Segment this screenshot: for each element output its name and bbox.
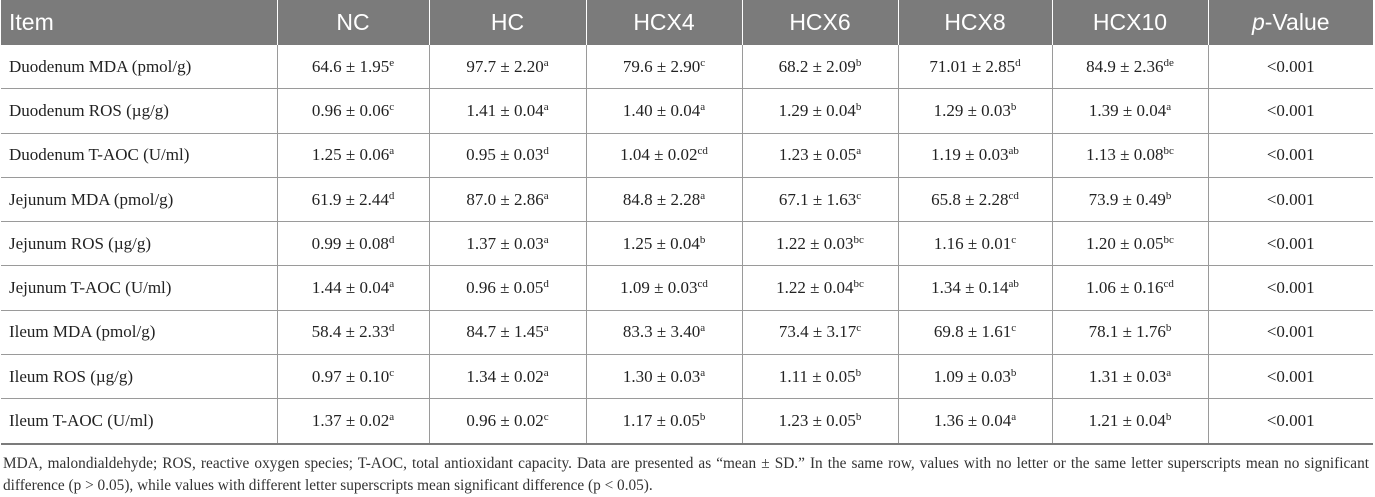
table-cell <box>586 45 742 89</box>
table-cell <box>742 45 898 89</box>
table-body <box>1 45 1373 444</box>
cell-value: 1.44 ± 0.04 <box>311 278 390 298</box>
cell-superscript: a <box>543 56 549 69</box>
cell-value: 1.40 ± 0.04 <box>622 100 701 120</box>
header-hcx6: HCX6 <box>742 0 898 45</box>
table-cell <box>277 45 429 89</box>
cell-value: 78.1 ± 1.76 <box>1088 322 1166 342</box>
cell-superscript: d <box>543 145 549 158</box>
cell-value: 58.4 ± 2.33 <box>311 322 389 342</box>
table-cell <box>742 89 898 133</box>
cell-superscript: a <box>700 100 706 113</box>
table-footnote: MDA, malondialdehyde; ROS, reactive oxygen species; T-AOC, total antioxidant capacity. Data are presented as “mean ± SD.” In the same row, values with no letter or the same letter superscripts mean no significant difference (p > 0.05), while values with different letter superscripts mean significant difference (p < 0.05). <box>3 454 1369 494</box>
cell-superscript: d <box>543 278 549 291</box>
row-item-label: Jejunum ROS (µg/g) <box>1 222 277 266</box>
cell-value: 1.04 ± 0.02 <box>620 145 698 165</box>
row-p-value: <0.001 <box>1208 89 1373 133</box>
cell-value: 1.36 ± 0.04 <box>933 411 1012 431</box>
cell-value: 1.30 ± 0.03 <box>622 366 701 386</box>
table-cell <box>277 89 429 133</box>
cell-value: 0.96 ± 0.05 <box>466 278 544 298</box>
cell-value: 1.20 ± 0.05 <box>1086 233 1164 253</box>
table-row <box>1 177 1373 221</box>
cell-superscript: a <box>543 233 549 246</box>
table-cell <box>586 133 742 177</box>
cell-superscript: b <box>1165 322 1172 335</box>
row-p-value: <0.001 <box>1208 177 1373 221</box>
table-cell <box>429 399 586 444</box>
table-cell <box>898 266 1052 310</box>
cell-value: 0.99 ± 0.08 <box>311 233 389 253</box>
row-item-label: Duodenum T-AOC (U/ml) <box>1 133 277 177</box>
cell-superscript: c <box>543 411 549 424</box>
table-cell <box>277 355 429 399</box>
cell-superscript: a <box>543 189 549 202</box>
table-cell <box>1052 355 1208 399</box>
row-p-value: <0.001 <box>1208 355 1373 399</box>
row-p-value: <0.001 <box>1208 222 1373 266</box>
cell-superscript: c <box>700 56 706 69</box>
table-cell <box>1052 45 1208 89</box>
cell-superscript: c <box>856 189 862 202</box>
header-hcx8: HCX8 <box>898 0 1052 45</box>
cell-value: 64.6 ± 1.95 <box>311 56 390 76</box>
table-cell <box>277 133 429 177</box>
table-cell <box>1052 399 1208 444</box>
cell-value: 1.09 ± 0.03 <box>620 278 698 298</box>
cell-value: 1.06 ± 0.16 <box>1086 278 1164 298</box>
table-cell <box>429 89 586 133</box>
header-nc: NC <box>277 0 429 45</box>
cell-superscript: d <box>388 233 395 246</box>
table-row <box>1 89 1373 133</box>
table-cell <box>1052 310 1208 354</box>
cell-superscript: d <box>388 322 395 335</box>
cell-superscript: cd <box>697 278 708 291</box>
table-row <box>1 45 1373 89</box>
cell-value: 73.9 ± 0.49 <box>1088 189 1166 209</box>
cell-value: 1.23 ± 0.05 <box>778 145 857 165</box>
cell-superscript: b <box>855 56 862 69</box>
table-cell <box>1052 177 1208 221</box>
cell-superscript: a <box>389 145 395 158</box>
cell-superscript: b <box>699 411 706 424</box>
table-row <box>1 310 1373 354</box>
header-hcx4: HCX4 <box>586 0 742 45</box>
table-cell <box>429 133 586 177</box>
cell-superscript: cd <box>697 145 708 158</box>
row-item-label: Ileum T-AOC (U/ml) <box>1 399 277 444</box>
cell-value: 1.09 ± 0.03 <box>933 366 1011 386</box>
cell-value: 1.22 ± 0.03 <box>776 233 854 253</box>
cell-value: 1.25 ± 0.06 <box>311 145 390 165</box>
cell-superscript: b <box>1010 100 1017 113</box>
header-p-suffix: -Value <box>1264 9 1330 35</box>
table-row <box>1 399 1373 444</box>
cell-value: 0.95 ± 0.03 <box>466 145 544 165</box>
table-cell <box>586 222 742 266</box>
cell-superscript: b <box>699 233 706 246</box>
cell-value: 1.17 ± 0.05 <box>622 411 700 431</box>
cell-superscript: b <box>855 411 862 424</box>
cell-value: 1.11 ± 0.05 <box>778 366 856 386</box>
cell-value: 1.13 ± 0.08 <box>1086 145 1164 165</box>
table-cell <box>429 266 586 310</box>
cell-superscript: b <box>855 366 862 379</box>
cell-superscript: b <box>1165 189 1172 202</box>
cell-value: 1.29 ± 0.03 <box>933 100 1011 120</box>
cell-value: 69.8 ± 1.61 <box>933 322 1012 342</box>
table-cell <box>1052 89 1208 133</box>
row-item-label: Jejunum MDA (pmol/g) <box>1 177 277 221</box>
row-item-label: Duodenum ROS (µg/g) <box>1 89 277 133</box>
cell-value: 84.7 ± 1.45 <box>466 322 544 342</box>
cell-value: 1.19 ± 0.03 <box>931 145 1009 165</box>
table-row <box>1 133 1373 177</box>
table-cell <box>898 89 1052 133</box>
table-cell <box>277 222 429 266</box>
row-item-label: Ileum MDA (pmol/g) <box>1 310 277 354</box>
table-cell <box>277 177 429 221</box>
table-cell <box>429 177 586 221</box>
table-header-row <box>1 0 1373 45</box>
header-item: Item <box>1 0 277 45</box>
table-cell <box>586 266 742 310</box>
row-p-value: <0.001 <box>1208 266 1373 310</box>
table-cell <box>429 222 586 266</box>
cell-superscript: a <box>543 100 549 113</box>
table-cell <box>1052 133 1208 177</box>
header-hc: HC <box>429 0 586 45</box>
results-table <box>1 0 1373 445</box>
table-cell <box>1052 266 1208 310</box>
table-cell <box>898 355 1052 399</box>
cell-value: 65.8 ± 2.28 <box>931 189 1009 209</box>
row-item-label: Ileum ROS (µg/g) <box>1 355 277 399</box>
cell-superscript: a <box>700 189 706 202</box>
table-row <box>1 222 1373 266</box>
cell-superscript: bc <box>853 233 864 246</box>
table-cell <box>586 355 742 399</box>
cell-superscript: a <box>700 322 706 335</box>
cell-value: 1.34 ± 0.14 <box>931 278 1009 298</box>
table-cell <box>429 355 586 399</box>
table-cell <box>277 266 429 310</box>
cell-value: 1.34 ± 0.02 <box>466 366 544 386</box>
cell-superscript: bc <box>1163 233 1174 246</box>
cell-value: 1.37 ± 0.03 <box>466 233 544 253</box>
cell-superscript: cd <box>1163 278 1174 291</box>
cell-value: 71.01 ± 2.85 <box>929 56 1016 76</box>
table-cell <box>586 89 742 133</box>
cell-value: 1.29 ± 0.04 <box>778 100 856 120</box>
cell-value: 61.9 ± 2.44 <box>311 189 389 209</box>
cell-superscript: e <box>389 56 395 69</box>
table-row <box>1 266 1373 310</box>
row-item-label: Jejunum T-AOC (U/ml) <box>1 266 277 310</box>
cell-superscript: a <box>543 322 549 335</box>
table-cell <box>742 310 898 354</box>
cell-value: 1.41 ± 0.04 <box>466 100 544 120</box>
cell-value: 73.4 ± 3.17 <box>778 322 857 342</box>
cell-superscript: bc <box>853 278 864 291</box>
cell-superscript: a <box>1166 100 1172 113</box>
table-cell <box>898 399 1052 444</box>
row-item-label: Duodenum MDA (pmol/g) <box>1 45 277 89</box>
header-p-italic: p <box>1251 9 1265 35</box>
cell-value: 0.96 ± 0.06 <box>311 100 390 120</box>
cell-superscript: a <box>543 366 549 379</box>
table-cell <box>586 310 742 354</box>
header-hcx10: HCX10 <box>1052 0 1208 45</box>
cell-superscript: c <box>389 366 395 379</box>
cell-superscript: ab <box>1008 145 1019 158</box>
cell-value: 1.31 ± 0.03 <box>1088 366 1167 386</box>
cell-value: 97.7 ± 2.20 <box>466 56 544 76</box>
row-p-value: <0.001 <box>1208 310 1373 354</box>
table-row <box>1 355 1373 399</box>
cell-value: 87.0 ± 2.86 <box>466 189 544 209</box>
cell-value: 0.96 ± 0.02 <box>466 411 544 431</box>
cell-superscript: cd <box>1008 189 1019 202</box>
cell-superscript: c <box>1011 322 1017 335</box>
cell-superscript: b <box>855 100 862 113</box>
cell-value: 0.97 ± 0.10 <box>311 366 390 386</box>
cell-superscript: b <box>1165 411 1172 424</box>
cell-superscript: a <box>389 411 395 424</box>
row-p-value: <0.001 <box>1208 399 1373 444</box>
cell-value: 1.21 ± 0.04 <box>1088 411 1166 431</box>
table-cell <box>898 222 1052 266</box>
table-cell <box>742 266 898 310</box>
cell-superscript: a <box>1166 366 1172 379</box>
cell-value: 1.23 ± 0.05 <box>778 411 856 431</box>
cell-superscript: a <box>389 278 395 291</box>
cell-value: 1.25 ± 0.04 <box>622 233 700 253</box>
cell-value: 84.8 ± 2.28 <box>622 189 701 209</box>
table-cell <box>742 222 898 266</box>
header-p-value <box>1208 0 1373 45</box>
table-cell <box>1052 222 1208 266</box>
row-p-value: <0.001 <box>1208 133 1373 177</box>
cell-superscript: bc <box>1163 145 1174 158</box>
cell-superscript: a <box>1011 411 1017 424</box>
cell-superscript: ab <box>1008 278 1019 291</box>
table-cell <box>429 310 586 354</box>
cell-value: 1.22 ± 0.04 <box>776 278 854 298</box>
table-cell <box>742 355 898 399</box>
table-cell <box>742 177 898 221</box>
cell-superscript: c <box>1011 233 1017 246</box>
cell-value: 1.16 ± 0.01 <box>933 233 1012 253</box>
cell-value: 84.9 ± 2.36 <box>1086 56 1164 76</box>
cell-value: 83.3 ± 3.40 <box>622 322 701 342</box>
cell-value: 1.37 ± 0.02 <box>311 411 390 431</box>
cell-superscript: c <box>856 322 862 335</box>
cell-superscript: d <box>1015 56 1021 69</box>
cell-value: 79.6 ± 2.90 <box>622 56 701 76</box>
cell-superscript: a <box>700 366 706 379</box>
table-cell <box>742 133 898 177</box>
table-cell <box>898 310 1052 354</box>
cell-superscript: c <box>389 100 395 113</box>
table-cell <box>586 399 742 444</box>
cell-superscript: de <box>1163 56 1174 69</box>
cell-superscript: b <box>1010 366 1017 379</box>
cell-superscript: a <box>856 145 862 158</box>
table-cell <box>277 310 429 354</box>
cell-value: 67.1 ± 1.63 <box>778 189 857 209</box>
row-p-value: <0.001 <box>1208 45 1373 89</box>
table-cell <box>429 45 586 89</box>
table-cell <box>742 399 898 444</box>
table-cell <box>277 399 429 444</box>
table-cell <box>586 177 742 221</box>
cell-superscript: d <box>388 189 395 202</box>
table-cell <box>898 177 1052 221</box>
table-cell <box>898 133 1052 177</box>
table-cell <box>898 45 1052 89</box>
cell-value: 1.39 ± 0.04 <box>1088 100 1167 120</box>
cell-value: 68.2 ± 2.09 <box>778 56 856 76</box>
